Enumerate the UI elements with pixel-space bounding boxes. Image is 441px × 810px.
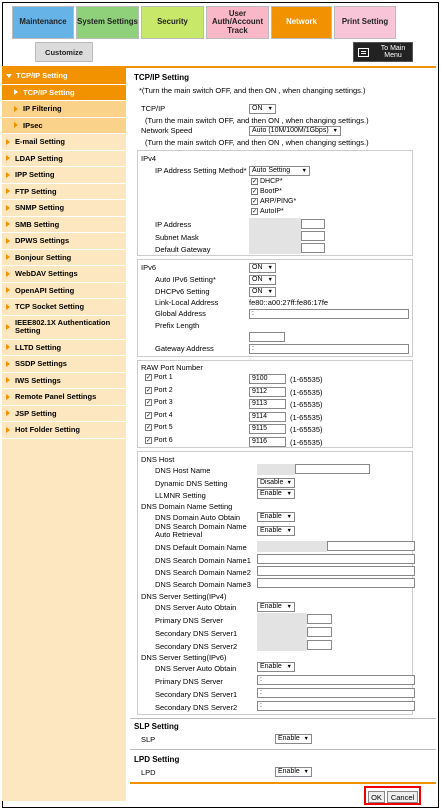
dns-v6-sec2-input[interactable]: :	[257, 701, 415, 711]
to-main-menu-label: To Main Menu	[380, 44, 406, 59]
dns-v6-auto-select[interactable]: Enable ▼	[257, 662, 295, 672]
dns-v6-sec2-label: Secondary DNS Server2	[155, 703, 238, 712]
sidebar-item-label: TCP Socket Setting	[15, 302, 85, 312]
sidebar-item-label: WebDAV Settings	[15, 269, 78, 279]
speed-note: (Turn the main switch OFF, and then ON , when changing settings.)	[145, 138, 369, 147]
raw-port-title: RAW Port Number	[141, 363, 203, 372]
chevron-right-icon	[6, 238, 10, 244]
sidebar-item-bonjour[interactable]	[2, 250, 126, 267]
default-gateway-input[interactable]	[301, 243, 325, 253]
chevron-right-icon	[14, 122, 18, 128]
port-checkbox[interactable]	[145, 412, 173, 419]
sidebar-item-ieee8021x[interactable]	[2, 316, 126, 340]
ip-address-label: IP Address	[155, 220, 192, 229]
network-speed-select[interactable]: Auto (10M/100M/1Gbps) ▼	[249, 126, 341, 136]
sidebar-item-label: IP Filtering	[23, 104, 62, 114]
sidebar-item-label: E-mail Setting	[15, 137, 66, 147]
subnet-mask-input[interactable]	[301, 231, 325, 241]
port-range: (1-65535)	[290, 375, 323, 384]
sidebar-item-label: OpenAPI Setting	[15, 285, 75, 295]
dns-host-name-input[interactable]	[295, 464, 370, 474]
chevron-right-icon	[6, 205, 10, 211]
subtab-customize[interactable]: Customize	[35, 42, 93, 62]
chevron-right-icon	[6, 377, 10, 383]
port-checkbox[interactable]	[145, 424, 173, 431]
arp-ping-checkbox[interactable]	[251, 198, 296, 205]
ipv4-title: IPv4	[141, 154, 157, 163]
sidebar-item-ssdp[interactable]	[2, 356, 126, 373]
sidebar-item-label: SSDP Settings	[15, 359, 67, 369]
sidebar-item-label: LDAP Setting	[15, 153, 63, 163]
ipv6-select[interactable]: ON ▼	[249, 263, 276, 273]
port-checkbox[interactable]	[145, 437, 173, 444]
chevron-right-icon	[6, 155, 10, 161]
sidebar-item-ldap[interactable]	[2, 151, 126, 168]
port-label: Port 1	[154, 374, 173, 381]
sidebar-item-tcpip[interactable]	[2, 68, 126, 85]
check-icon: ✓	[146, 375, 152, 381]
sidebar-item-remote-panel[interactable]	[2, 389, 126, 406]
link-local-label: Link-Local Address	[155, 298, 219, 307]
prefix-length-label: Prefix Length	[155, 321, 200, 330]
default-gateway-label: Default Gateway	[155, 245, 211, 254]
ok-button[interactable]: OK	[368, 791, 385, 803]
dns-host-name-label: DNS Host Name	[155, 466, 211, 475]
dns-v4-redacted	[257, 613, 307, 651]
sidebar-item-label: IWS Settings	[15, 375, 61, 385]
port-range: (1-65535)	[290, 412, 323, 422]
lpd-label: LPD	[141, 768, 156, 777]
sidebar-item-smb[interactable]	[2, 217, 126, 234]
check-icon: ✓	[146, 437, 152, 444]
dns-search1-input[interactable]	[257, 554, 415, 564]
lpd-select[interactable]: Enable ▼	[275, 767, 312, 777]
sidebar-item-label: TCP/IP Setting	[23, 87, 75, 97]
dns-v4-title: DNS Server Setting(IPv4)	[141, 592, 227, 601]
chevron-right-icon	[6, 139, 10, 145]
port-input[interactable]: 9113	[249, 399, 286, 409]
dns-domain-auto-select[interactable]: Enable ▼	[257, 512, 295, 522]
dns-host-name-redacted	[257, 464, 295, 475]
sidebar-item-tcp-socket[interactable]	[2, 299, 126, 316]
dns-v4-sec1-label: Secondary DNS Server1	[155, 629, 238, 638]
divider	[130, 749, 436, 750]
link-local-value: fe80::a00:27ff:fe86:17fe	[249, 298, 329, 307]
chevron-right-icon	[6, 172, 10, 178]
port-input[interactable]: 9112	[249, 387, 286, 397]
dynamic-dns-select[interactable]: Disable ▼	[257, 478, 295, 488]
ip-method-label: IP Address Setting Method*	[155, 166, 247, 175]
tab-security[interactable]: Security	[141, 6, 204, 39]
ipv6-section	[137, 259, 413, 357]
autoip-checkbox[interactable]	[251, 208, 284, 215]
dns-search-auto-label: DNS Search Domain Name Auto Retrieval	[155, 522, 247, 540]
dns-search1-label: DNS Search Domain Name1	[155, 556, 251, 565]
dns-domain-title: DNS Domain Name Setting	[141, 502, 233, 511]
cancel-button[interactable]: Cancel	[387, 791, 418, 803]
tcpip-select[interactable]: ON ▼	[249, 104, 276, 114]
dns-search3-label: DNS Search Domain Name3	[155, 580, 251, 589]
dns-v6-primary-input[interactable]: :	[257, 675, 415, 685]
sidebar-background	[2, 439, 126, 801]
chevron-right-icon	[6, 221, 10, 227]
ip-method-select[interactable]: Auto Setting ▼	[249, 166, 310, 176]
sidebar-item-ipp[interactable]	[2, 167, 126, 184]
dns-v4-sec2-input[interactable]	[307, 640, 332, 650]
port-checkbox[interactable]	[145, 387, 173, 394]
checkbox-label: ARP/PING*	[260, 198, 297, 205]
chevron-right-icon	[6, 188, 10, 194]
dns-v4-primary-label: Primary DNS Server	[155, 616, 223, 625]
tab-system-settings[interactable]: System Settings	[76, 6, 139, 39]
chevron-right-icon	[6, 410, 10, 416]
sidebar-item-label: Hot Folder Setting	[15, 425, 80, 435]
sidebar-item-label: SMB Setting	[15, 219, 60, 229]
check-icon: ✓	[252, 189, 258, 195]
tab-network[interactable]: Network	[271, 6, 332, 39]
sidebar-item-label: IPP Setting	[15, 170, 55, 180]
port-input[interactable]: 9114	[249, 412, 286, 422]
divider	[130, 782, 436, 784]
dns-default-domain-redacted	[257, 541, 327, 552]
check-icon: ✓	[146, 400, 152, 406]
check-icon: ✓	[146, 387, 152, 394]
dns-host-title: DNS Host	[141, 455, 175, 464]
sidebar-item-email[interactable]	[2, 134, 126, 151]
tab-maintenance[interactable]: Maintenance	[12, 6, 74, 39]
chevron-right-icon	[6, 361, 10, 367]
tab-print-setting[interactable]: Print Setting	[334, 6, 396, 39]
global-address-label: Global Address	[155, 309, 206, 318]
ipv4-address-redacted	[249, 218, 301, 254]
sidebar-item-snmp[interactable]	[2, 200, 126, 217]
port-range: (1-65535)	[290, 387, 323, 397]
port-input[interactable]: 9115	[249, 424, 286, 434]
subnet-mask-label: Subnet Mask	[155, 233, 199, 242]
sidebar-item-webdav[interactable]	[2, 266, 126, 283]
dns-v4-auto-label: DNS Server Auto Obtain	[155, 603, 237, 612]
chevron-right-icon	[6, 287, 10, 293]
sidebar-item-dpws[interactable]	[2, 233, 126, 250]
sidebar-item-ip-filtering[interactable]	[2, 101, 126, 118]
ipv6-title: IPv6	[141, 263, 157, 272]
dns-v4-auto-select[interactable]: Enable ▼	[257, 602, 295, 612]
check-icon: ✓	[146, 425, 152, 431]
port-label: Port 2	[154, 386, 173, 394]
port-input[interactable]: 9100	[249, 374, 286, 384]
sidebar-item-label: SNMP Setting	[15, 203, 65, 213]
dns-search2-label: DNS Search Domain Name2	[155, 568, 251, 577]
llmnr-label: LLMNR Setting	[155, 491, 206, 500]
speed-label: Network Speed	[141, 126, 193, 135]
slp-select[interactable]: Enable ▼	[275, 734, 312, 744]
checkbox-label: BootP*	[260, 188, 282, 195]
divider	[130, 718, 436, 719]
dns-default-domain-input[interactable]	[327, 541, 415, 551]
check-icon: ✓	[252, 199, 258, 205]
sidebar-item-label: IPsec	[23, 120, 43, 130]
sidebar-item-label: DPWS Settings	[15, 236, 70, 246]
sidebar-item-openapi[interactable]	[2, 283, 126, 300]
sidebar-item-hot-folder[interactable]	[2, 422, 126, 439]
chevron-right-icon	[6, 344, 10, 350]
dns-v6-sec1-label: Secondary DNS Server1	[155, 690, 238, 699]
sidebar-item-label: FTP Setting	[15, 186, 57, 196]
ipv6-gateway-input[interactable]: :	[249, 344, 409, 354]
chevron-right-icon	[6, 254, 10, 260]
sidebar-item-label: Remote Panel Settings	[15, 392, 97, 402]
sidebar-item-lltd[interactable]	[2, 340, 126, 357]
chevron-right-icon	[6, 324, 10, 330]
sidebar-item-label: LLTD Setting	[15, 342, 62, 352]
port-range: (1-65535)	[290, 425, 323, 434]
sidebar-item-label: IEEE802.1X Authentication Setting	[15, 318, 111, 335]
dns-v6-auto-label: DNS Server Auto Obtain	[155, 664, 237, 673]
sidebar-item-label: Bonjour Setting	[15, 252, 72, 262]
dns-v4-primary-input[interactable]	[307, 614, 332, 624]
dns-search-auto-select[interactable]: Enable ▼	[257, 526, 295, 536]
dns-v6-primary-label: Primary DNS Server	[155, 677, 223, 686]
tab-user-auth[interactable]: User Auth/Account Track	[206, 6, 269, 39]
bootp-checkbox[interactable]	[251, 188, 282, 195]
check-icon: ✓	[146, 412, 152, 419]
sidebar-item-tcpip-setting[interactable]	[2, 85, 126, 102]
auto-ipv6-label: Auto IPv6 Setting*	[155, 275, 216, 284]
chevron-right-icon	[6, 271, 10, 277]
sidebar-item-iws[interactable]	[2, 373, 126, 390]
chevron-right-icon	[14, 89, 18, 95]
ip-address-input[interactable]	[301, 219, 325, 229]
chevron-right-icon	[14, 106, 18, 112]
port-label: Port 5	[154, 424, 173, 431]
port-label: Port 6	[154, 436, 173, 444]
chevron-right-icon	[6, 394, 10, 400]
port-range: (1-65535)	[290, 400, 323, 409]
tcpip-note: (Turn the main switch OFF, and then ON , when changing settings.)	[145, 116, 369, 125]
dns-v6-sec1-input[interactable]: :	[257, 688, 415, 698]
dns-default-domain-label: DNS Default Domain Name	[155, 543, 247, 552]
page-title: TCP/IP Setting	[134, 73, 189, 82]
dns-domain-auto-label: DNS Domain Auto Obtain	[155, 513, 241, 522]
to-main-menu-button[interactable]	[353, 42, 413, 62]
sidebar-item-label: JSP Setting	[15, 408, 57, 418]
port-checkbox[interactable]	[145, 399, 173, 406]
port-range: (1-65535)	[290, 437, 323, 447]
dhcpv6-label: DHCPv6 Setting	[155, 287, 210, 296]
checkbox-label: DHCP*	[260, 178, 283, 185]
lpd-title: LPD Setting	[134, 755, 180, 764]
menu-icon	[358, 48, 369, 57]
check-icon: ✓	[252, 209, 258, 215]
sidebar-item-ftp[interactable]	[2, 184, 126, 201]
checkbox-label: AutoIP*	[260, 208, 284, 215]
auto-ipv6-select[interactable]: ON ▼	[249, 275, 276, 285]
sidebar-item-jsp[interactable]	[2, 406, 126, 423]
dns-search2-input[interactable]	[257, 566, 415, 576]
dns-v4-sec2-label: Secondary DNS Server2	[155, 642, 238, 651]
dns-v4-sec1-input[interactable]	[307, 627, 332, 637]
sidebar-item-label: TCP/IP Setting	[16, 71, 68, 81]
slp-label: SLP	[141, 735, 156, 744]
chevron-right-icon	[6, 304, 10, 310]
port-label: Port 4	[154, 411, 173, 419]
sidebar	[2, 68, 126, 793]
dhcpv6-select[interactable]: ON ▼	[249, 287, 276, 297]
port-label: Port 3	[154, 399, 173, 406]
ipv6-gateway-label: Gateway Address	[155, 344, 214, 353]
check-icon: ✓	[252, 179, 258, 185]
port-input[interactable]: 9116	[249, 437, 286, 447]
global-address-input[interactable]: :	[249, 309, 409, 319]
dns-search3-input[interactable]	[257, 578, 415, 588]
tcpip-label: TCP/IP	[141, 104, 166, 113]
llmnr-select[interactable]: Enable ▼	[257, 489, 295, 499]
slp-title: SLP Setting	[134, 722, 179, 731]
chevron-right-icon	[6, 427, 10, 433]
port-checkbox[interactable]	[145, 374, 173, 381]
dynamic-dns-label: Dynamic DNS Setting	[155, 479, 228, 488]
dns-v6-title: DNS Server Setting(IPv6)	[141, 653, 227, 662]
dhcp-checkbox[interactable]	[251, 178, 283, 185]
sidebar-item-ipsec[interactable]	[2, 118, 126, 135]
caret-down-icon	[6, 74, 12, 78]
top-note: *(Turn the main switch OFF, and then ON , when changing settings.)	[139, 86, 366, 95]
prefix-length-input[interactable]	[249, 332, 285, 342]
